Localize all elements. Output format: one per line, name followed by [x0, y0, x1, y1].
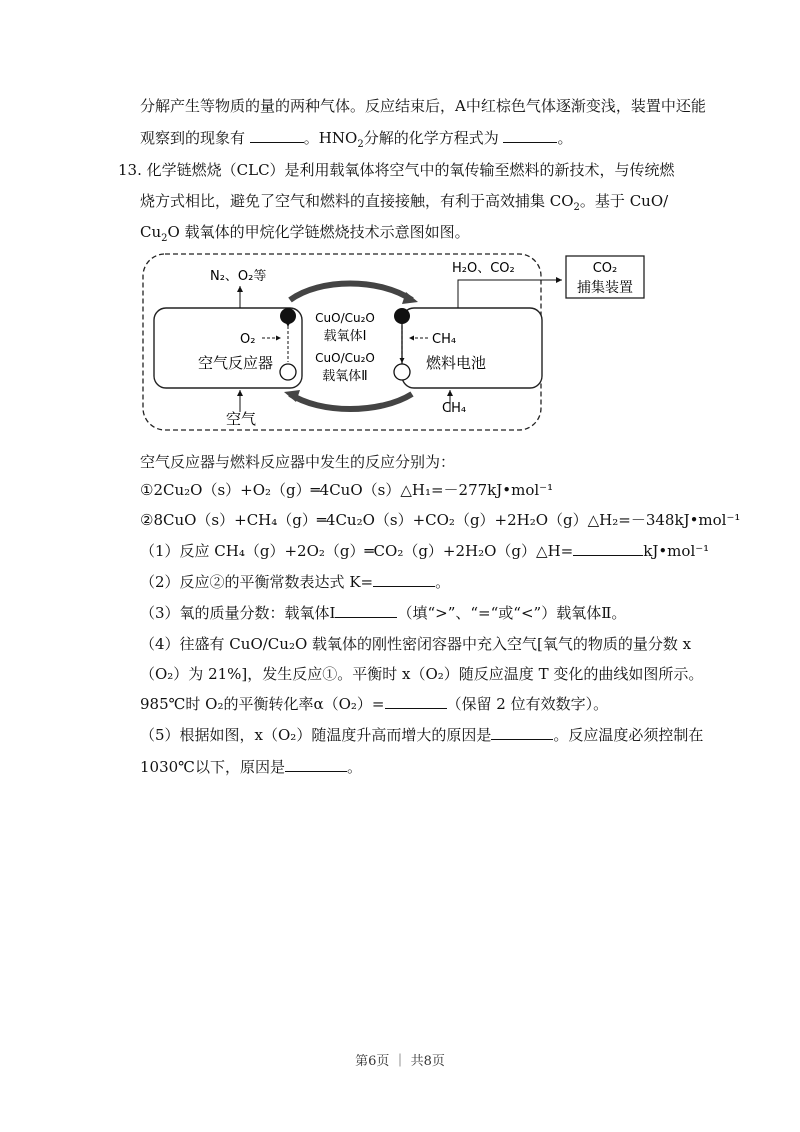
q13-line-3: $Cu_2O$ 载氧体的甲烷化学链燃烧技术示意图如图。 [140, 223, 470, 244]
circulation-arrow-top [290, 284, 412, 301]
air-reactor-label: 空气反应器 [198, 354, 274, 372]
h2o-co2-label: H₂O、CO₂ [452, 261, 515, 276]
carrier-2-formula: CuO/Cu₂O [315, 351, 375, 365]
answer-blank[interactable] [491, 725, 553, 740]
page-footer: 第6页 ｜ 共8页 [355, 1054, 445, 1069]
ch4-input-label: CH₄ [442, 401, 467, 416]
answer-blank[interactable] [285, 757, 347, 772]
reaction-2: ②8CuO（s）+CH₄（g）═4Cu₂O（s）+CO₂（g）+2H₂O（g）△H₂=－348kJ•mol⁻¹ [140, 511, 741, 529]
carrier-2-label: 载氧体Ⅱ [322, 369, 368, 384]
intro-line-1: 分解产生等物质的量的两种气体。反应结束后，A中红棕色气体逐渐变浅，装置中还能 [140, 97, 706, 115]
sub-question-4-line-2: （O₂）为 21%]，发生反应①。平衡时 x（O₂）随反应温度 T 变化的曲线如图所示。 [140, 665, 704, 683]
intro-line-2: 观察到的现象有 。$HNO_2$分解的化学方程式为 。 [140, 129, 573, 150]
answer-blank[interactable] [373, 572, 435, 587]
answer-blank[interactable] [385, 694, 447, 709]
sub-question-5-line-2: 1030℃以下，原因是 。 [140, 758, 362, 776]
answer-blank[interactable] [573, 541, 643, 556]
carrier-1-label: 载氧体Ⅰ [323, 329, 367, 344]
ch4-label: CH₄ [432, 332, 457, 347]
oxidized-carrier-icon [280, 308, 296, 324]
sub-question-4-line-3: 985℃时 O₂的平衡转化率α（O₂）= （保留 2 位有效数字）。 [140, 695, 609, 713]
fuel-reactor-box [402, 308, 542, 388]
reduced-carrier-icon [280, 364, 296, 380]
oxidized-carrier-icon [394, 308, 410, 324]
answer-blank[interactable] [335, 603, 397, 618]
sub-question-3: （3）氧的质量分数：载氧体Ⅰ （填“>”、“=“或“<”）载氧体Ⅱ。 [140, 604, 627, 622]
sub-question-1: （1）反应 CH₄（g）+2O₂（g）═CO₂（g）+2H₂O（g）△H= kJ•mol⁻¹ [140, 542, 710, 560]
circulation-arrow-bottom [290, 394, 412, 409]
capture-device-label: 捕集装置 [577, 280, 633, 296]
reaction-1: ①2Cu₂O（s）+O₂（g）═4CuO（s）△H₁=－277kJ•mol⁻¹ [140, 481, 554, 499]
sub-question-5-line-1: （5）根据如图，x（O₂）随温度升高而增大的原因是 。反应温度必须控制在 [140, 726, 704, 744]
sub-question-4-line-1: （4）往盛有 CuO/Cu₂O 载氧体的刚性密闭容器中充入空气[氧气的物质的量分数 x [140, 635, 692, 653]
reactions-intro: 空气反应器与燃料反应器中发生的反应分别为： [140, 453, 456, 471]
co2-box-label: CO₂ [592, 261, 618, 276]
sub-question-2: （2）反应②的平衡常数表达式 K= 。 [140, 573, 451, 591]
answer-blank[interactable] [250, 128, 304, 143]
carrier-1-formula: CuO/Cu₂O [315, 311, 375, 325]
o2-label: O₂ [240, 332, 256, 347]
air-reactor-box [154, 308, 302, 388]
clc-schematic-diagram [140, 250, 660, 432]
answer-blank[interactable] [503, 128, 557, 143]
q13-line-2: 烧方式相比，避免了空气和燃料的直接接触，有利于高效捕集 $CO_2$。基于 CuO/ [140, 192, 669, 213]
reduced-carrier-icon [394, 364, 410, 380]
q13-line-1: 13. 化学链燃烧（CLC）是利用载氧体将空气中的氧传输至燃料的新技术，与传统燃 [118, 161, 675, 179]
question-number: 13. [118, 161, 142, 179]
fuel-cell-label: 燃料电池 [426, 354, 487, 372]
n2-o2-label: N₂、O₂等 [210, 269, 267, 284]
air-label: 空气 [226, 410, 257, 428]
